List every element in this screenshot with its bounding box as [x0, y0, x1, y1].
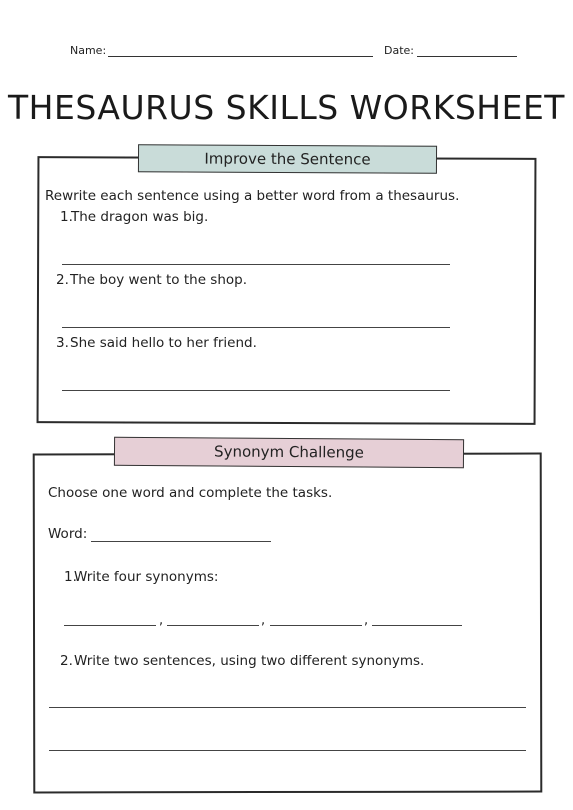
page-title: THESAURUS SKILLS WORKSHEET — [8, 88, 565, 127]
name-label: Name: — [70, 44, 107, 57]
synonym3-field[interactable] — [270, 625, 362, 626]
synonym4-field[interactable] — [372, 625, 462, 626]
task2-number: 2. — [60, 653, 73, 669]
word-field[interactable] — [91, 541, 271, 542]
synonym-challenge-box — [33, 453, 543, 794]
section1-instruction: Rewrite each sentence using a better word from a thesaurus. — [45, 188, 460, 204]
task1-text: Write four synonyms: — [74, 569, 219, 585]
name-field[interactable] — [108, 56, 373, 57]
date-field[interactable] — [417, 56, 517, 57]
task2-text: Write two sentences, using two different synonyms. — [74, 653, 425, 669]
item1-text: The dragon was big. — [71, 209, 209, 225]
item3-text: She said hello to her friend. — [70, 335, 257, 351]
improve-sentence-banner: Improve the Sentence — [138, 144, 437, 174]
sentence1-line[interactable] — [49, 707, 526, 708]
task1-number: 1. — [64, 569, 77, 585]
date-label: Date: — [384, 44, 414, 57]
word-label: Word: — [48, 526, 88, 542]
synonym-challenge-banner: Synonym Challenge — [114, 437, 464, 468]
item2-text: The boy went to the shop. — [70, 272, 247, 288]
synonym2-field[interactable] — [167, 625, 259, 626]
item1-number: 1. — [60, 209, 73, 225]
section2-instruction: Choose one word and complete the tasks. — [48, 485, 333, 501]
comma-separator: , — [159, 613, 164, 628]
synonym1-field[interactable] — [64, 625, 156, 626]
item2-number: 2. — [56, 272, 69, 288]
item2-answer-line[interactable] — [62, 327, 450, 328]
item1-answer-line[interactable] — [62, 264, 450, 265]
comma-separator: , — [261, 613, 266, 628]
sentence2-line[interactable] — [49, 750, 526, 751]
item3-number: 3. — [56, 335, 69, 351]
item3-answer-line[interactable] — [62, 390, 450, 391]
comma-separator: , — [364, 613, 369, 628]
